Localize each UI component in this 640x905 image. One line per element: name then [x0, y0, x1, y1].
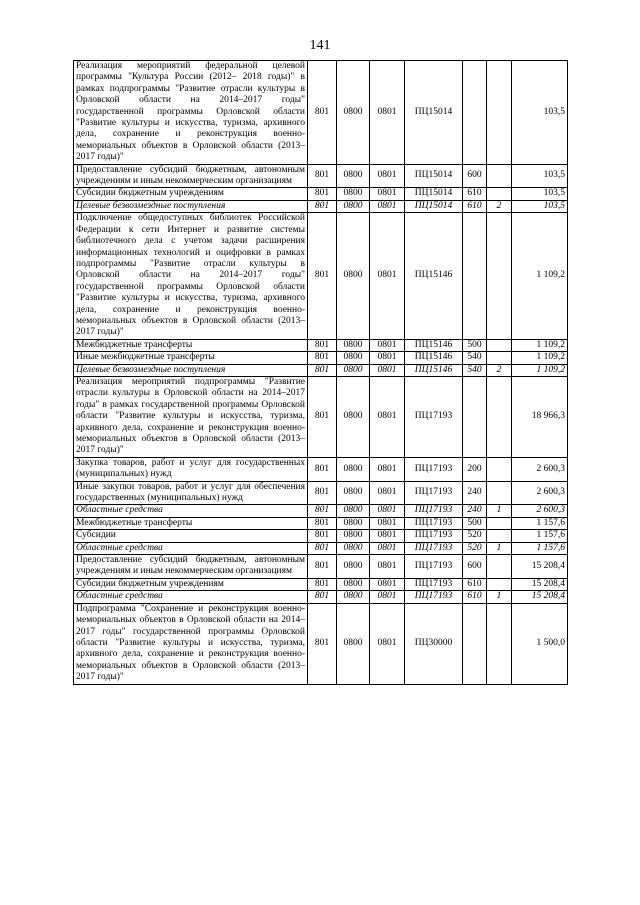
- section-code: 0800: [337, 505, 370, 517]
- expense-type-code: 540: [463, 364, 487, 376]
- target-article-code: ПЦ17193: [405, 542, 463, 554]
- target-article-code: ПЦ15014: [405, 164, 463, 188]
- funding-source-code: [487, 578, 512, 590]
- subsection-code: 0801: [370, 505, 405, 517]
- amount: 2 600,3: [512, 505, 568, 517]
- row-name: Областные средства: [74, 591, 308, 603]
- admin-code: 801: [308, 376, 337, 457]
- amount: 1 109,2: [512, 213, 568, 339]
- funding-source-code: 2: [487, 200, 512, 212]
- table-row: [74, 339, 568, 351]
- table-row: [74, 213, 568, 339]
- expense-type-code: 610: [463, 188, 487, 200]
- expense-type-code: 610: [463, 200, 487, 212]
- subsection-code: 0801: [370, 188, 405, 200]
- table-row: [74, 457, 568, 481]
- subsection-code: 0801: [370, 364, 405, 376]
- section-code: 0800: [337, 376, 370, 457]
- admin-code: 801: [308, 364, 337, 376]
- funding-source-code: 2: [487, 364, 512, 376]
- expense-type-code: 600: [463, 555, 487, 579]
- admin-code: 801: [308, 505, 337, 517]
- expense-type-code: 600: [463, 164, 487, 188]
- expense-type-code: 240: [463, 481, 487, 505]
- expense-type-code: 500: [463, 339, 487, 351]
- expense-type-code: [463, 213, 487, 339]
- funding-source-code: 1: [487, 542, 512, 554]
- budget-table: [73, 60, 568, 685]
- amount: 15 208,4: [512, 555, 568, 579]
- table-row: [74, 200, 568, 212]
- table-row: [74, 364, 568, 376]
- subsection-code: 0801: [370, 555, 405, 579]
- section-code: 0800: [337, 591, 370, 603]
- admin-code: 801: [308, 200, 337, 212]
- amount: 103,5: [512, 61, 568, 165]
- section-code: 0800: [337, 457, 370, 481]
- row-name: Реализация мероприятий федеральной целевой программы "Культура России (2012– 2018 годы)" в рамках подпрограммы "Развитие отрасли культуры в Орловской области на 2014–2017 годы" государственной программы Орловской области "Развитие культуры и искусства, туризма, архивного дела, сохранение и реконструкция военно-мемориальных объектов в Орловской области (2013–2017 годы)": [74, 61, 308, 165]
- table-row: [74, 352, 568, 364]
- funding-source-code: 1: [487, 591, 512, 603]
- target-article-code: ПЦ15146: [405, 213, 463, 339]
- expense-type-code: 240: [463, 505, 487, 517]
- amount: 1 109,2: [512, 339, 568, 351]
- subsection-code: 0801: [370, 376, 405, 457]
- table-body: [74, 61, 568, 685]
- target-article-code: ПЦ15014: [405, 61, 463, 165]
- table-row: [74, 517, 568, 529]
- row-name: Субсидии бюджетным учреждениям: [74, 578, 308, 590]
- admin-code: 801: [308, 517, 337, 529]
- table-row: [74, 555, 568, 579]
- amount: 1 109,2: [512, 364, 568, 376]
- subsection-code: 0801: [370, 603, 405, 684]
- admin-code: 801: [308, 530, 337, 542]
- section-code: 0800: [337, 188, 370, 200]
- table-row: [74, 578, 568, 590]
- amount: 1 500,0: [512, 603, 568, 684]
- amount: 18 966,3: [512, 376, 568, 457]
- amount: 1 157,6: [512, 517, 568, 529]
- funding-source-code: [487, 164, 512, 188]
- subsection-code: 0801: [370, 481, 405, 505]
- admin-code: 801: [308, 352, 337, 364]
- admin-code: 801: [308, 591, 337, 603]
- funding-source-code: [487, 530, 512, 542]
- target-article-code: ПЦ17193: [405, 376, 463, 457]
- subsection-code: 0801: [370, 164, 405, 188]
- target-article-code: ПЦ15146: [405, 364, 463, 376]
- admin-code: 801: [308, 603, 337, 684]
- funding-source-code: 1: [487, 505, 512, 517]
- table-row: [74, 164, 568, 188]
- amount: 1 109,2: [512, 352, 568, 364]
- funding-source-code: [487, 61, 512, 165]
- row-name: Иные межбюджетные трансферты: [74, 352, 308, 364]
- admin-code: 801: [308, 213, 337, 339]
- target-article-code: ПЦ17193: [405, 555, 463, 579]
- amount: 103,5: [512, 164, 568, 188]
- table-row: [74, 505, 568, 517]
- target-article-code: ПЦ17193: [405, 530, 463, 542]
- section-code: 0800: [337, 213, 370, 339]
- expense-type-code: 610: [463, 578, 487, 590]
- row-name: Областные средства: [74, 505, 308, 517]
- admin-code: 801: [308, 457, 337, 481]
- admin-code: 801: [308, 578, 337, 590]
- funding-source-code: [487, 213, 512, 339]
- row-name: Реализация мероприятий подпрограммы "Развитие отрасли культуры в Орловской области на 2014–2017 годы" в рамках государственной программы Орловской области "Развитие культуры и искусства, туризма, архивного дела, сохранение и реконструкция военно-мемориальных объектов в Орловской области (2013–2017 годы)": [74, 376, 308, 457]
- expense-type-code: 520: [463, 542, 487, 554]
- target-article-code: ПЦ30000: [405, 603, 463, 684]
- section-code: 0800: [337, 339, 370, 351]
- amount: 2 600,3: [512, 481, 568, 505]
- target-article-code: ПЦ17193: [405, 457, 463, 481]
- row-name: Целевые безвозмездные поступления: [74, 200, 308, 212]
- amount: 103,5: [512, 188, 568, 200]
- row-name: Предоставление субсидий бюджетным, автономным учреждениям и иным некоммерческим организациям: [74, 555, 308, 579]
- row-name: Субсидии бюджетным учреждениям: [74, 188, 308, 200]
- subsection-code: 0801: [370, 213, 405, 339]
- section-code: 0800: [337, 481, 370, 505]
- row-name: Межбюджетные трансферты: [74, 339, 308, 351]
- funding-source-code: [487, 555, 512, 579]
- table-row: [74, 603, 568, 684]
- table-row: [74, 481, 568, 505]
- expense-type-code: 540: [463, 352, 487, 364]
- table-row: [74, 591, 568, 603]
- admin-code: 801: [308, 188, 337, 200]
- expense-type-code: 200: [463, 457, 487, 481]
- admin-code: 801: [308, 542, 337, 554]
- admin-code: 801: [308, 61, 337, 165]
- section-code: 0800: [337, 530, 370, 542]
- section-code: 0800: [337, 364, 370, 376]
- amount: 15 208,4: [512, 578, 568, 590]
- funding-source-code: [487, 188, 512, 200]
- admin-code: 801: [308, 555, 337, 579]
- amount: 15 208,4: [512, 591, 568, 603]
- funding-source-code: [487, 352, 512, 364]
- target-article-code: ПЦ17193: [405, 578, 463, 590]
- subsection-code: 0801: [370, 61, 405, 165]
- row-name: Субсидии: [74, 530, 308, 542]
- expense-type-code: [463, 603, 487, 684]
- amount: 1 157,6: [512, 530, 568, 542]
- target-article-code: ПЦ15146: [405, 339, 463, 351]
- admin-code: 801: [308, 481, 337, 505]
- section-code: 0800: [337, 542, 370, 554]
- row-name: Целевые безвозмездные поступления: [74, 364, 308, 376]
- table-row: [74, 542, 568, 554]
- table-row: [74, 61, 568, 165]
- section-code: 0800: [337, 578, 370, 590]
- subsection-code: 0801: [370, 352, 405, 364]
- section-code: 0800: [337, 517, 370, 529]
- row-name: Предоставление субсидий бюджетным, автономным учреждениям и иным некоммерческим организациям: [74, 164, 308, 188]
- section-code: 0800: [337, 200, 370, 212]
- target-article-code: ПЦ15146: [405, 352, 463, 364]
- funding-source-code: [487, 603, 512, 684]
- section-code: 0800: [337, 61, 370, 165]
- admin-code: 801: [308, 339, 337, 351]
- admin-code: 801: [308, 164, 337, 188]
- section-code: 0800: [337, 555, 370, 579]
- subsection-code: 0801: [370, 591, 405, 603]
- page-number: 141: [309, 38, 331, 53]
- section-code: 0800: [337, 164, 370, 188]
- row-name: Закупка товаров, работ и услуг для государственных (муниципальных) нужд: [74, 457, 308, 481]
- funding-source-code: [487, 481, 512, 505]
- target-article-code: ПЦ17193: [405, 517, 463, 529]
- row-name: Подключение общедоступных библиотек Российской Федерации к сети Интернет и развитие системы библиотечного дела с учетом задачи расширения информационных технологий и оцифровки в рамках подпрограммы "Развитие отрасли культуры в Орловской области на 2014–2017 годы" государственной программы Орловской области "Развитие культуры и искусства, туризма, архивного дела, сохранение и реконструкция военно-мемориальных объектов в Орловской области (2013–2017 годы)": [74, 213, 308, 339]
- target-article-code: ПЦ15014: [405, 188, 463, 200]
- table-row: [74, 376, 568, 457]
- target-article-code: ПЦ15014: [405, 200, 463, 212]
- subsection-code: 0801: [370, 339, 405, 351]
- target-article-code: ПЦ17193: [405, 505, 463, 517]
- funding-source-code: [487, 457, 512, 481]
- funding-source-code: [487, 517, 512, 529]
- row-name: Областные средства: [74, 542, 308, 554]
- amount: 2 600,3: [512, 457, 568, 481]
- subsection-code: 0801: [370, 542, 405, 554]
- row-name: Иные закупки товаров, работ и услуг для обеспечения государственных (муниципальных) нужд: [74, 481, 308, 505]
- row-name: Подпрограмма "Сохранение и реконструкция военно-мемориальных объектов в Орловской области на 2014–2017 годы" государственной программы Орловской области "Развитие культуры и искусства, туризма, архивного дела, сохранение и реконструкция военно-мемориальных объектов в Орловской области (2013–2017 годы)": [74, 603, 308, 684]
- expense-type-code: 520: [463, 530, 487, 542]
- subsection-code: 0801: [370, 578, 405, 590]
- expense-type-code: 610: [463, 591, 487, 603]
- funding-source-code: [487, 339, 512, 351]
- amount: 1 157,6: [512, 542, 568, 554]
- target-article-code: ПЦ17193: [405, 481, 463, 505]
- amount: 103,5: [512, 200, 568, 212]
- section-code: 0800: [337, 603, 370, 684]
- subsection-code: 0801: [370, 517, 405, 529]
- expense-type-code: [463, 61, 487, 165]
- table-row: [74, 530, 568, 542]
- funding-source-code: [487, 376, 512, 457]
- subsection-code: 0801: [370, 530, 405, 542]
- expense-type-code: 500: [463, 517, 487, 529]
- table-row: [74, 188, 568, 200]
- subsection-code: 0801: [370, 200, 405, 212]
- section-code: 0800: [337, 352, 370, 364]
- expense-type-code: [463, 376, 487, 457]
- target-article-code: ПЦ17193: [405, 591, 463, 603]
- row-name: Межбюджетные трансферты: [74, 517, 308, 529]
- subsection-code: 0801: [370, 457, 405, 481]
